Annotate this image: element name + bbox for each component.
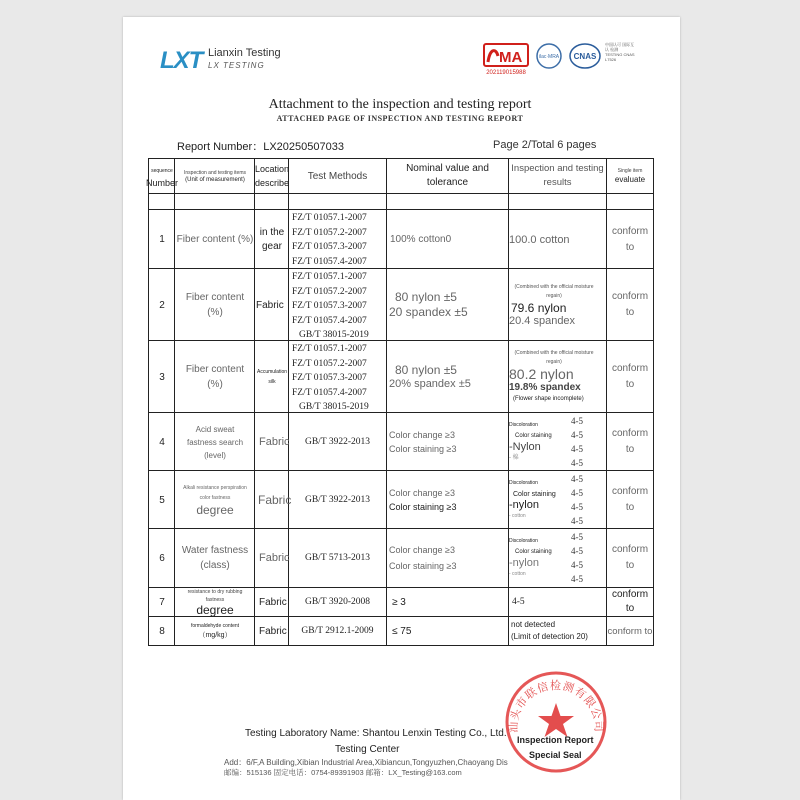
header-results-2: results <box>543 177 572 188</box>
result-label: Color staining <box>513 491 556 498</box>
row-location: Accumulation silk <box>256 369 287 385</box>
result-note: (Combined with the official moisture regain) <box>514 350 594 365</box>
method-line: FZ/T 01057.1-2007 <box>292 344 367 354</box>
method-line: FZ/T 01057.3-2007 <box>292 242 367 252</box>
logo-mark: LXT <box>160 47 203 74</box>
row-nominal: 100% cotton0 <box>390 234 452 245</box>
result-label: -nylon <box>509 557 539 569</box>
row-result-labels <box>509 530 564 586</box>
logo-subtitle: LX TESTING <box>208 61 265 70</box>
header-item-label: Inspection and testing items <box>184 169 246 176</box>
row-item <box>176 472 254 528</box>
cma-number: 202119015988 <box>486 70 526 76</box>
row-evaluate: conform to <box>611 225 649 253</box>
method-line: FZ/T 01057.1-2007 <box>292 272 367 282</box>
header-item <box>176 159 254 193</box>
method-line: FZ/T 01057.3-2007 <box>292 373 367 383</box>
method-line: FZ/T 01057.4-2007 <box>292 387 367 398</box>
result-value: 4-5 <box>571 546 583 556</box>
method-line: GB/T 38015-2019 <box>299 402 369 412</box>
seal-star-icon <box>538 703 574 737</box>
cnas-mark <box>568 42 602 70</box>
row-evaluate: conform to <box>611 589 649 614</box>
result-value: 4-5 <box>571 430 583 440</box>
cma-mark <box>482 42 530 76</box>
header-nominal <box>387 159 508 193</box>
cnas-side-text: 中国认可 国际互认 检测 TESTING CNAS L7526 <box>605 42 635 62</box>
method-line: FZ/T 01057.2-2007 <box>292 286 367 297</box>
row-nominal <box>387 530 508 586</box>
method-line: FZ/T 01057.4-2007 <box>292 315 367 326</box>
page-indicator: Page 2/Total 6 pages <box>493 139 597 151</box>
row-nominal <box>387 414 508 470</box>
row-location: Fabric <box>259 625 287 637</box>
row-item-main: degree <box>196 603 234 617</box>
row-evaluate: conform to <box>611 291 649 318</box>
nominal-line: Color staining ≥3 <box>389 502 457 512</box>
row-item: Fiber content (%) <box>176 234 254 245</box>
lab-center: Testing Center <box>335 744 400 755</box>
method-line: FZ/T 01057.3-2007 <box>292 301 367 311</box>
row-item: Fiber content (%) <box>185 292 245 318</box>
row-number: 3 <box>159 371 165 383</box>
row-number: 5 <box>159 494 165 506</box>
result-label: Discoloration <box>509 422 538 428</box>
result-line: 19.8% spandex <box>509 382 581 393</box>
row-item <box>176 617 254 645</box>
row-nominal <box>387 342 508 412</box>
row-result-values <box>562 530 592 586</box>
row-number: 4 <box>159 436 165 448</box>
nominal-line: Color change ≥3 <box>389 430 455 440</box>
row-result: 4-5 <box>512 597 525 607</box>
row-methods: GB/T 3922-2013 <box>304 495 370 505</box>
row-methods <box>289 342 386 412</box>
result-label: - cotton <box>509 513 526 519</box>
header-methods: Test Methods <box>307 170 368 182</box>
row-number: 2 <box>159 299 165 311</box>
result-note: (Combined with the official moisture regain) <box>514 284 594 299</box>
header-sequence-label: Number <box>146 177 179 188</box>
row-result <box>509 342 606 412</box>
report-number-label: Report Number： <box>177 141 264 153</box>
method-line: FZ/T 01057.4-2007 <box>292 256 367 267</box>
result-line: 79.6 nylon <box>511 301 567 315</box>
row-item-small: Alkali resistance perspiration color fastness <box>183 485 247 501</box>
header-evaluate-small: Single item <box>617 168 643 174</box>
row-number: 1 <box>159 234 165 245</box>
report-number <box>177 138 344 154</box>
header-sequence <box>146 159 179 193</box>
header-location <box>256 159 288 193</box>
method-line: FZ/T 01057.1-2007 <box>292 213 367 223</box>
method-line: FZ/T 01057.2-2007 <box>292 358 367 369</box>
row-methods: GB/T 2912.1-2009 <box>301 626 374 636</box>
row-evaluate: conform to <box>607 625 653 637</box>
result-label: - 棉 <box>509 455 519 461</box>
result-value: 4-5 <box>571 416 583 426</box>
result-value: 4-5 <box>571 488 583 498</box>
result-value: 4-5 <box>571 516 583 526</box>
row-result-values <box>562 414 592 470</box>
nominal-line: Color staining ≥3 <box>389 444 457 454</box>
row-item-small: resistance to dry rubbing fastness <box>187 589 243 603</box>
result-label: - cotton <box>509 571 526 577</box>
header-location-1: Location <box>254 164 290 174</box>
header-nominal-1: Nominal value and <box>406 163 489 174</box>
row-number: 8 <box>159 625 165 637</box>
nominal-line: 20% spandex ±5 <box>389 378 471 390</box>
row-nominal: ≤ 75 <box>392 625 412 637</box>
result-label: Color staining <box>515 549 552 555</box>
report-number-value: LX20250507033 <box>263 141 344 153</box>
row-location: Fabric <box>258 493 292 507</box>
result-line: 80.2 nylon <box>509 366 574 382</box>
header-evaluate <box>607 159 653 193</box>
nominal-line: Color change ≥3 <box>389 545 455 555</box>
result-value: 4-5 <box>571 444 583 454</box>
result-label: Color staining <box>515 433 552 439</box>
row-location: Fabric <box>256 299 284 311</box>
result-line: (Limit of detection 20) <box>511 632 588 641</box>
row-item <box>176 588 254 616</box>
cnas-text: CNAS <box>573 52 597 61</box>
row-methods <box>289 270 386 340</box>
row-nominal: ≥ 3 <box>392 596 406 608</box>
row-result-labels <box>509 414 564 470</box>
nominal-line: 80 nylon ±5 <box>395 363 457 377</box>
nominal-line: Color staining ≥3 <box>389 561 457 571</box>
report-title: Attachment to the inspection and testing report <box>268 97 532 112</box>
row-methods: GB/T 3922-2013 <box>304 437 370 447</box>
lab-address: Add：6/F,A Building,Xibian Industrial Area,Xibiancun,Tongyuzhen,Chaoyang Dis <box>224 758 508 767</box>
seal-label <box>517 733 594 763</box>
lab-name: Testing Laboratory Name: Shantou Lenxin Testing Co., Ltd. <box>245 728 507 739</box>
row-evaluate: conform to <box>611 544 649 571</box>
header-location-2: describe <box>254 178 290 188</box>
row-location: Fabric <box>259 552 290 564</box>
seal-label-1: Inspection Report <box>517 735 594 745</box>
result-label: Discoloration <box>509 538 538 544</box>
row-item-small: formaldehyde content <box>190 623 240 629</box>
seal-ring-text: 汕头市联信检测有限公司 <box>506 679 606 733</box>
header-evaluate-label: evaluate <box>614 175 646 184</box>
row-location: Fabric <box>259 436 290 448</box>
result-value: 4-5 <box>571 502 583 512</box>
row-nominal <box>387 472 508 528</box>
row-result-values <box>562 472 592 528</box>
result-value: 4-5 <box>571 532 583 542</box>
lab-contact: 邮编：515136 固定电话：0754-89391903 邮箱：LX_Testing@163.com <box>224 768 462 777</box>
row-methods <box>289 211 386 268</box>
header-sequence-small: sequence <box>151 167 173 174</box>
row-number: 7 <box>159 596 165 608</box>
row-evaluate: conform to <box>611 428 649 455</box>
row-evaluate: conform to <box>611 363 649 390</box>
result-value: 4-5 <box>571 458 583 468</box>
row-evaluate: conform to <box>611 486 649 513</box>
result-value: 4-5 <box>571 474 583 484</box>
header-nominal-2: tolerance <box>426 177 469 188</box>
result-value: 4-5 <box>571 560 583 570</box>
result-label: -Nylon <box>509 441 541 453</box>
row-methods: GB/T 5713-2013 <box>304 553 370 563</box>
cma-text: MA <box>499 49 523 66</box>
row-result <box>509 270 606 340</box>
nominal-line: 20 spandex ±5 <box>389 305 468 319</box>
nominal-line: Color change ≥3 <box>389 488 455 498</box>
row-result <box>509 617 606 645</box>
result-label: Discoloration <box>509 480 538 486</box>
row-number: 6 <box>159 552 165 564</box>
header-results <box>509 159 606 193</box>
seal-label-2: Special Seal <box>528 750 582 760</box>
row-result-labels <box>509 472 564 528</box>
row-item: Water fastness (class) <box>181 545 249 571</box>
result-value: 4-5 <box>571 574 583 584</box>
row-methods: GB/T 3920-2008 <box>304 597 370 607</box>
report-subtitle: ATTACHED PAGE OF INSPECTION AND TESTING REPORT <box>276 114 524 123</box>
ilac-text: ilac·MRA <box>538 54 560 60</box>
row-nominal <box>387 270 508 340</box>
result-line: 20.4 spandex <box>509 315 576 327</box>
row-location: Fabric <box>259 596 287 608</box>
result-label: -nylon <box>509 499 539 511</box>
header-item-unit: (Unit of measurement) <box>185 176 245 183</box>
nominal-line: 80 nylon ±5 <box>395 290 457 304</box>
row-item: Acid sweat fastness search (level) <box>186 424 244 460</box>
row-location: in the gear <box>259 226 285 252</box>
row-result: 100.0 cotton <box>509 233 570 246</box>
row-item-main: degree <box>196 503 234 517</box>
method-line: GB/T 38015-2019 <box>299 330 369 340</box>
header-results-1: Inspection and testing <box>511 163 604 174</box>
result-line: not detected <box>511 620 556 629</box>
logo-name: Lianxin Testing <box>208 47 281 59</box>
ilac-mark <box>535 42 563 70</box>
row-item: Fiber content (%) <box>185 364 245 390</box>
company-logo <box>160 45 320 73</box>
method-line: FZ/T 01057.2-2007 <box>292 227 367 238</box>
row-item-main: （mg/kg） <box>198 632 232 639</box>
result-extra: (Flower shape incomplete) <box>513 396 584 402</box>
